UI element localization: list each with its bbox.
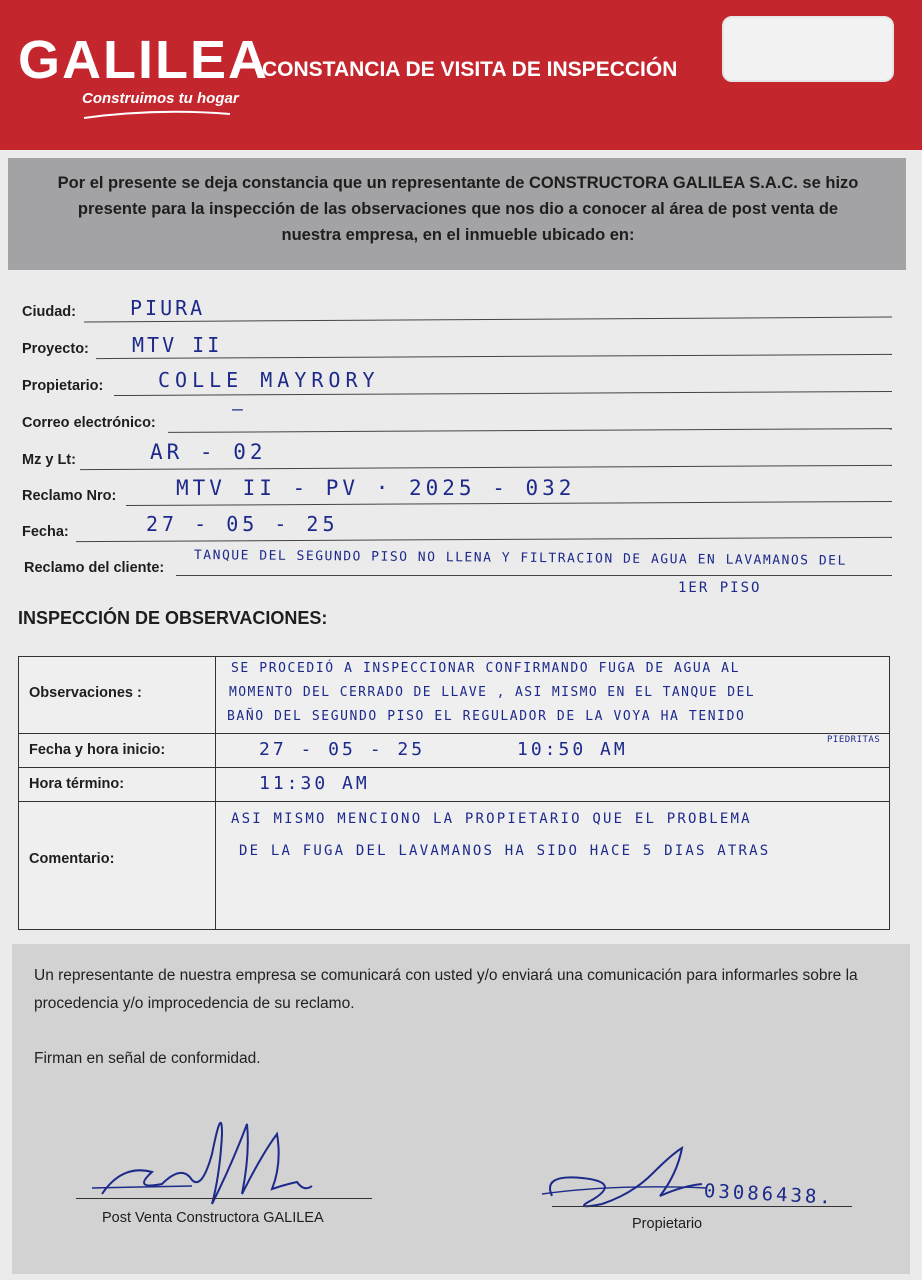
correo-line (168, 428, 892, 433)
mzlt-value: AR - 02 (150, 440, 267, 464)
post-venta-signature-icon (72, 1094, 332, 1214)
ciudad-label: Ciudad: (22, 304, 76, 320)
reclamo-cliente-label: Reclamo del cliente: (24, 560, 165, 576)
fecha-label: Fecha: (22, 524, 69, 540)
table-row-divider (19, 733, 889, 734)
inspection-table (18, 656, 890, 930)
reclamo-cliente-line (176, 575, 892, 576)
field-fecha (22, 512, 892, 546)
owner-signature-icon (532, 1134, 712, 1224)
fecha-inicio-date: 27 - 05 - 25 (259, 739, 426, 760)
fecha-inicio-time: 10:50 AM (517, 739, 628, 760)
galilea-logo (18, 30, 269, 107)
reclamo-nro-line (126, 501, 892, 506)
comentario-label: Comentario: (29, 851, 115, 867)
observaciones-line1: SE PROCEDIÓ A INSPECCIONAR CONFIRMANDO FUGA DE AGUA AL (231, 661, 741, 676)
reclamo-cliente-value-line1: TANQUE DEL SEGUNDO PISO NO LLENA Y FILTRACION DE AGUA EN LAVAMANOS DEL (193, 548, 847, 569)
observaciones-line2: MOMENTO DEL CERRADO DE LLAVE , ASI MISMO EN EL TANQUE DEL (229, 685, 755, 700)
reclamo-nro-value: MTV II - PV · 2025 - 032 (176, 476, 576, 500)
observaciones-label: Observaciones : (29, 685, 142, 701)
header-blank-box (722, 16, 894, 82)
field-mzlt (22, 440, 892, 474)
mzlt-label: Mz y Lt: (22, 452, 76, 468)
post-venta-signature-line (76, 1198, 372, 1199)
table-row-divider (19, 801, 889, 802)
owner-id-number: 03086438. (703, 1180, 835, 1209)
table-column-divider (215, 657, 216, 929)
field-propietario (22, 370, 892, 400)
proyecto-value: MTV II (132, 333, 223, 357)
propietario-label: Propietario: (22, 378, 104, 394)
fecha-value: 27 - 05 - 25 (146, 512, 339, 536)
hora-termino-value: 11:30 AM (259, 773, 370, 794)
document-title: CONSTANCIA DE VISITA DE INSPECCIÓN (262, 58, 678, 81)
firman-text: Firman en señal de conformidad. (34, 1050, 261, 1067)
field-proyecto (22, 333, 892, 363)
footer-notice: Un representante de nuestra empresa se comunicará con usted y/o enviará una comunicación para informarles sobre la procedencia y/o improcedencia de su reclamo. (34, 967, 858, 1012)
reclamo-nro-label: Reclamo Nro: (22, 488, 117, 504)
table-row-divider (19, 767, 889, 768)
field-ciudad (22, 296, 892, 326)
correo-label: Correo electrónico: (22, 415, 156, 431)
correo-value: — (232, 399, 246, 420)
observaciones-line3: BAÑO DEL SEGUNDO PISO EL REGULADOR DE LA VOYA HA TENIDO (227, 709, 746, 724)
logo-swoosh-icon (82, 110, 232, 120)
ciudad-value: PIURA (130, 296, 206, 320)
observaciones-line4: PIEDRITAS (827, 735, 881, 745)
fecha-inicio-label: Fecha y hora inicio: (29, 742, 166, 758)
reclamo-cliente-value-line2: 1ER PISO (678, 580, 762, 596)
comentario-line2: DE LA FUGA DEL LAVAMANOS HA SIDO HACE 5 DIAS ATRAS (239, 843, 771, 859)
intro-box (8, 158, 906, 270)
inspection-section-title: INSPECCIÓN DE OBSERVACIONES: (18, 608, 328, 628)
field-correo (22, 399, 892, 437)
intro-text: Por el presente se deja constancia que un representante de CONSTRUCTORA GALILEA S.A.C. se hizo presente para la inspección de las observaciones que nos dio a conocer al área de post venta de nuestra empresa, en el inmueble ubicado en: (57, 174, 859, 244)
header-bar (0, 0, 922, 150)
field-reclamo-cliente (22, 548, 892, 596)
field-reclamo-nro (22, 476, 892, 510)
fecha-line (76, 537, 892, 542)
hora-termino-label: Hora término: (29, 776, 125, 792)
logo-wordmark: GALILEA (18, 30, 269, 90)
owner-signature-line (552, 1206, 852, 1207)
logo-tagline: Construimos tu hogar (82, 90, 239, 107)
footer-box (12, 944, 910, 1274)
propietario-value: COLLE MAYRORY (158, 368, 380, 392)
proyecto-label: Proyecto: (22, 341, 89, 357)
post-venta-signature-label: Post Venta Constructora GALILEA (102, 1210, 324, 1226)
owner-signature-label: Propietario (632, 1216, 703, 1232)
mzlt-line (80, 465, 892, 470)
comentario-line1: ASI MISMO MENCIONO LA PROPIETARIO QUE EL PROBLEMA (231, 811, 752, 827)
